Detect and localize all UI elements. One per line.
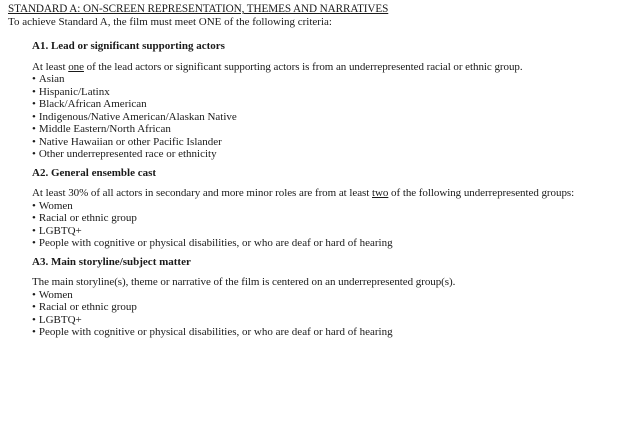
- list-item: • Other underrepresented race or ethnicity: [32, 148, 636, 161]
- section-heading: A2. General ensemble cast: [32, 166, 157, 179]
- lead-text-emphasis: two: [372, 187, 389, 199]
- document: [8, 3, 636, 339]
- lead-text-emphasis: one: [68, 60, 84, 73]
- list-item: • Racial or ethnic group: [32, 212, 636, 225]
- lead-text-end: of the following underrepresented groups:: [388, 187, 575, 199]
- list-item: • Women: [32, 289, 636, 302]
- criteria-list: [32, 289, 636, 339]
- section-lead-text: The main storyline(s), theme or narrative of the film is centered on an underrepresented group(s).: [32, 276, 456, 288]
- lead-text-start: At least: [32, 60, 69, 73]
- section-heading: A3. Main storyline/subject matter: [32, 255, 191, 268]
- lead-text-start: At least 30% of all actors in secondary and more minor roles are from at least: [32, 187, 372, 199]
- lead-text-end: of the lead actors or significant supporting actors is from an underrepresented racial or ethnic group.: [83, 60, 523, 73]
- list-item: • People with cognitive or physical disabilities, or who are deaf or hard of hearing: [32, 326, 636, 339]
- list-item: • People with cognitive or physical disabilities, or who are deaf or hard of hearing: [32, 237, 636, 250]
- section-a1: [32, 40, 636, 161]
- list-item: • Women: [32, 200, 636, 213]
- list-item: • Hispanic/Latinx: [32, 86, 636, 99]
- criteria-list: [32, 200, 636, 250]
- section-a2: [32, 167, 636, 250]
- list-item: • Middle Eastern/North African: [32, 123, 636, 136]
- list-item: • LGBTQ+: [32, 225, 636, 238]
- intro-text: To achieve Standard A, the film must meet ONE of the following criteria:: [8, 15, 332, 28]
- section-lead-text: [32, 187, 636, 200]
- list-item: • Black/African American: [32, 98, 636, 111]
- list-item: • Racial or ethnic group: [32, 301, 636, 314]
- list-item: • Asian: [32, 73, 636, 86]
- criteria-list: [32, 73, 636, 161]
- section-lead-text: [32, 61, 636, 74]
- list-item: • Native Hawaiian or other Pacific Islander: [32, 136, 636, 149]
- list-item: • LGBTQ+: [32, 314, 636, 327]
- section-a3: [32, 256, 636, 339]
- standard-title: STANDARD A: ON-SCREEN REPRESENTATION, THEMES AND NARRATIVES: [8, 3, 389, 15]
- section-heading: A1. Lead or significant supporting actors: [32, 40, 225, 52]
- list-item: • Indigenous/Native American/Alaskan Native: [32, 111, 636, 124]
